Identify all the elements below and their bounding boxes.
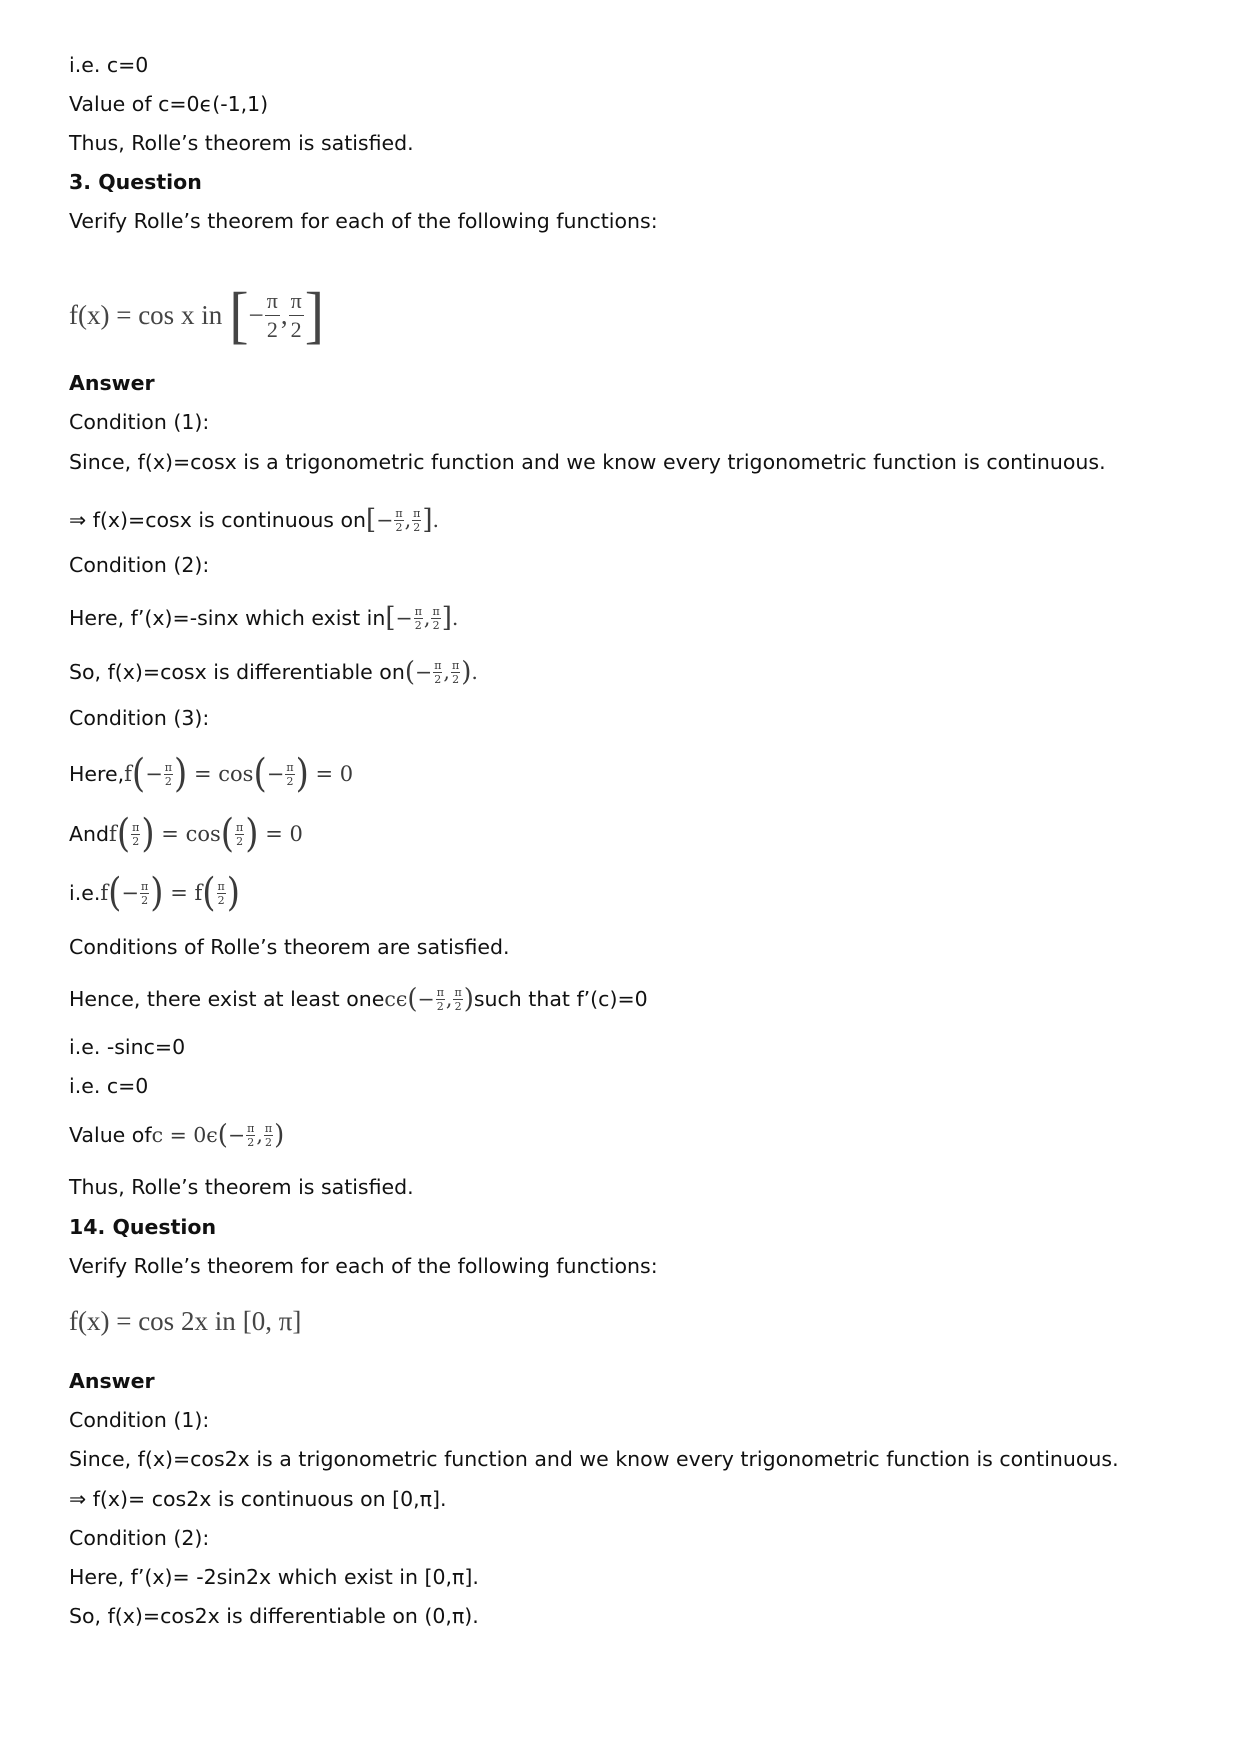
condition-label: Condition (1): xyxy=(69,410,210,434)
condition-label: Condition (2): xyxy=(69,553,210,577)
question-heading: 14. Question xyxy=(69,1215,217,1239)
answer-heading: Answer xyxy=(69,1369,155,1393)
equality-expression: f ( − $\frac{\pi}{2}$ ) = f ( $\frac{\pi}{2}$ ) xyxy=(100,870,241,916)
evaluation-line: And f ( $\frac{\pi}{2}$ ) = cos ( $\frac{\pi}{2}$ ) = 0 xyxy=(69,811,303,857)
minus-sign: − xyxy=(248,299,264,330)
condition-label: Condition (3): xyxy=(69,706,210,730)
text-line: i.e. -sinc=0 xyxy=(69,1035,186,1059)
text-line: Thus, Rolle’s theorem is satisfied. xyxy=(69,1175,414,1199)
condition-label: Condition (1): xyxy=(69,1408,210,1432)
evaluation-expression: f ( − $\frac{\pi}{2}$ ) = cos ( − $\frac{\pi}{2}$ ) = 0 xyxy=(124,751,354,797)
existence-line: Hence, there exist at least one cϵ ( − $\frac{\pi}{2}$ , $\frac{\pi}{2}$ ) such that f’(c)=0 xyxy=(69,983,648,1015)
text-line: Here, f’(x)= -2sin2x which exist in [0,π]. xyxy=(69,1565,479,1589)
text-line: Conditions of Rolle’s theorem are satisfied. xyxy=(69,935,510,959)
interval-expression: cϵ ( − $\frac{\pi}{2}$ , $\frac{\pi}{2}$ ) xyxy=(384,983,474,1015)
derivative-line: Here, f’(x)=-sinx which exist in [ − $\frac{\pi}{2}$ , $\frac{\pi}{2}$ ] . xyxy=(69,602,459,634)
function-label: f(x) = cos x in xyxy=(69,299,223,330)
fraction-pi-over-2: $\frac{\pi}{2}$ xyxy=(266,287,278,342)
condition-label: Condition (2): xyxy=(69,1526,210,1550)
evaluation-line: i.e. f ( − $\frac{\pi}{2}$ ) = f ( $\frac{\pi}{2}$ ) xyxy=(69,870,241,916)
interval-expression: ( − $\frac{\pi}{2}$ , $\frac{\pi}{2}$ ) . xyxy=(404,656,478,688)
text-line: Value of c=0ϵ(-1,1) xyxy=(69,92,269,116)
question-prompt: Verify Rolle’s theorem for each of the following functions: xyxy=(69,209,658,233)
continuity-line: ⇒ f(x)=cosx is continuous on [ − $\frac{\pi}{2}$ , $\frac{\pi}{2}$ ] . xyxy=(69,504,440,536)
question-heading: 3. Question xyxy=(69,170,202,194)
text-line: Since, f(x)=cos2x is a trigonometric function and we know every trigonometric function is continuous. xyxy=(69,1447,1119,1471)
fraction-pi-over-2: $\frac{\pi}{2}$ xyxy=(290,287,302,342)
evaluation-line: Here, f ( − $\frac{\pi}{2}$ ) = cos ( − $\frac{\pi}{2}$ ) = 0 xyxy=(69,751,354,797)
text-line: i.e. c=0 xyxy=(69,53,149,77)
text-line: So, f(x)=cos2x is differentiable on (0,π). xyxy=(69,1604,479,1628)
function-equation xyxy=(69,1300,301,1342)
text-line: Thus, Rolle’s theorem is satisfied. xyxy=(69,131,414,155)
evaluation-expression: f ( $\frac{\pi}{2}$ ) = cos ( $\frac{\pi}{2}$ ) = 0 xyxy=(109,811,303,857)
text-line: i.e. c=0 xyxy=(69,1074,149,1098)
differentiability-line: So, f(x)=cosx is differentiable on ( − $\frac{\pi}{2}$ , $\frac{\pi}{2}$ ) . xyxy=(69,656,478,688)
interval-expression: c = 0ϵ ( − $\frac{\pi}{2}$ , $\frac{\pi}{2}$ ) xyxy=(151,1119,285,1151)
function-label: f(x) = cos 2x in xyxy=(69,1305,236,1336)
value-line: Value of c = 0ϵ ( − $\frac{\pi}{2}$ , $\frac{\pi}{2}$ ) xyxy=(69,1119,285,1151)
interval-expression: [ − $\frac{\pi}{2}$ , $\frac{\pi}{2}$ ] . xyxy=(385,602,459,634)
text-line: ⇒ f(x)= cos2x is continuous on [0,π]. xyxy=(69,1487,447,1511)
answer-heading: Answer xyxy=(69,371,155,395)
question-prompt: Verify Rolle’s theorem for each of the following functions: xyxy=(69,1254,658,1278)
interval-expression: [0, π] xyxy=(242,1305,302,1336)
function-equation: f(x) = cos x in [ − $\frac{\pi}{2}$ , $\frac{\pi}{2}$ ] xyxy=(69,278,325,351)
interval-expression: [ − $\frac{\pi}{2}$ , $\frac{\pi}{2}$ ] . xyxy=(366,504,440,536)
text-line: Since, f(x)=cosx is a trigonometric function and we know every trigonometric function is continuous. xyxy=(69,450,1106,474)
